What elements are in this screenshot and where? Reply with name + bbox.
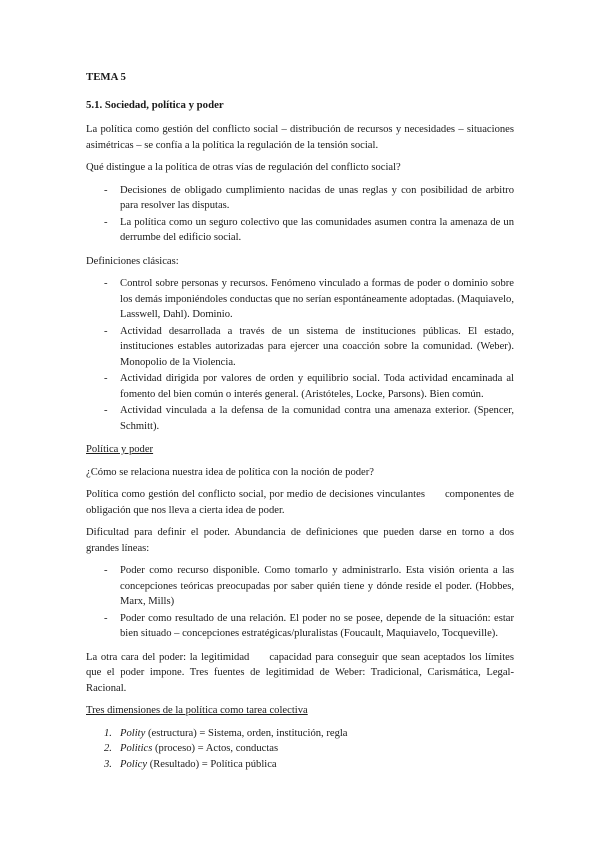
dash-bullet: - — [104, 184, 108, 196]
list-item: - Poder como recurso disponible. Como tomarlo y administrarlo. Esta visión orienta a las concepciones teóricas preocupadas por saber quién tiene y dónde reside el poder. (Hobbes, Marx, Mills) — [104, 565, 514, 607]
list-item: - La política como un seguro colectivo que las comunidades asumen contra la amenaza de un derrumbe del edificio social. — [104, 216, 514, 243]
dash-bullet: - — [104, 565, 108, 576]
difficulty-paragraph: Dificultad para definir el poder. Abundancia de definiciones que pueden darse en torno a dos grandes líneas: — [86, 527, 514, 554]
section-heading: 5.1. Sociedad, política y poder — [86, 98, 224, 111]
list-item: 1. Polity (estructura) = Sistema, orden, institución, regla — [104, 727, 348, 739]
politics-power-heading: Política y poder — [86, 444, 154, 455]
list-item: - Actividad vinculada a la defensa de la comunidad contra una amenaza exterior. (Spencer, Schmitt). — [104, 405, 514, 432]
question-paragraph: Qué distingue a la política de otras vías de regulación del conflicto social? — [86, 162, 401, 173]
power-lines-list — [86, 563, 514, 642]
dash-bullet: - — [104, 405, 108, 416]
list-item: 3. Policy (Resultado) = Política pública — [104, 758, 277, 770]
question-paragraph: ¿Cómo se relaciona nuestra idea de política con la noción de poder? — [86, 466, 374, 478]
intro-paragraph: La política como gestión del conflicto social – distribución de recursos y necesidades – situaciones asimétricas – se confía a la política la regulación de la tensión social. — [86, 124, 514, 151]
document-title: TEMA 5 — [86, 71, 126, 83]
legitimacy-paragraph: La otra cara del poder: la legitimidad capacidad para conseguir que sean aceptados los límites que el poder impone. Tres fuentes de legitimidad de Weber: Tradicional, Carismática, Legal-Racional. — [86, 651, 514, 694]
definitions-list — [86, 276, 514, 434]
dash-bullet: - — [104, 612, 108, 624]
definitions-heading: Definiciones clásicas: — [86, 255, 179, 267]
dash-bullet: - — [104, 278, 108, 289]
dash-bullet: - — [104, 373, 108, 384]
list-item: - Actividad dirigida por valores de orden y equilibrio social. Toda actividad encaminada al fomento del bien común o interés general. (Aristóteles, Locke, Parsons). Bien común. — [104, 373, 514, 400]
distinction-list — [86, 183, 514, 246]
management-paragraph: Política como gestión del conflicto social, por medio de decisiones vinculantes componentes de obligación que nos lleva a cierta idea de poder. — [86, 489, 514, 516]
list-item: - Poder como resultado de una relación. El poder no se posee, depende de la situación: estar bien situado – concepciones estratégicas/pluralistas (Foucault, Maquiavelo, Tocqueville). — [104, 612, 514, 639]
list-item: - Control sobre personas y recursos. Fenómeno vinculado a formas de poder o dominio sobre los demás imponiéndoles conductas que no serían espontáneamente adoptadas. (Maquiavelo, Lasswell, Dahl). Dominio. — [104, 278, 514, 320]
dimensions-list — [86, 726, 514, 773]
dash-bullet: - — [104, 216, 108, 228]
dash-bullet: - — [104, 325, 108, 337]
list-item: 2. Politics (proceso) = Actos, conductas — [104, 743, 279, 754]
dimensions-heading: Tres dimensiones de la política como tarea colectiva — [86, 705, 308, 716]
list-item: - Decisiones de obligado cumplimiento nacidas de unas reglas y con posibilidad de arbitro para resolver las disputas. — [104, 184, 514, 211]
list-item: - Actividad desarrollada a través de un sistema de instituciones públicas. El estado, instituciones estables autorizadas para ejercer una coacción sobre la comunidad. (Weber). Monopolio de la Violencia. — [104, 325, 514, 368]
